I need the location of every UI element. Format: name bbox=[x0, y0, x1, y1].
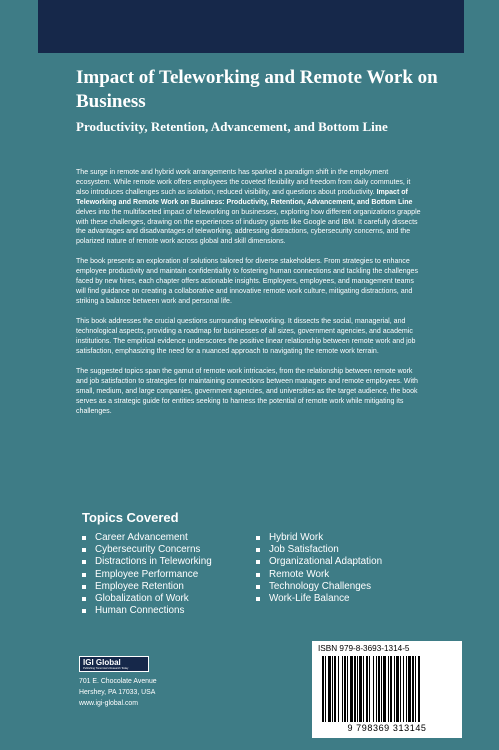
barcode-bar bbox=[390, 656, 392, 722]
barcode-bar bbox=[396, 656, 399, 722]
barcode-bar bbox=[354, 656, 356, 722]
book-title: Impact of Teleworking and Remote Work on Business bbox=[76, 67, 438, 112]
topic-item bbox=[82, 544, 212, 556]
address-line-1: 701 E. Chocolate Avenue bbox=[79, 678, 157, 685]
square-bullet-icon bbox=[82, 597, 86, 601]
barcode-bar bbox=[325, 656, 326, 722]
description-p1-intro: The surge in remote and hybrid work arrangements has sparked a paradigm shift in the employment ecosystem. While remote work offers employees the coveted flexibility and freedom from daily commutes, it also introduces challenges such as isolation, reduced visibility, and questions about productivity. bbox=[76, 169, 411, 196]
topic-label: Human Connections bbox=[95, 605, 185, 617]
square-bullet-icon bbox=[256, 585, 260, 589]
description-paragraph-1 bbox=[76, 168, 422, 247]
topic-label: Cybersecurity Concerns bbox=[95, 544, 201, 556]
topic-label: Job Satisfaction bbox=[269, 544, 339, 556]
isbn-digits: 9 798369 313145 bbox=[347, 723, 427, 733]
topic-item bbox=[256, 532, 382, 544]
barcode-bar bbox=[350, 656, 353, 722]
square-bullet-icon bbox=[256, 597, 260, 601]
square-bullet-icon bbox=[82, 560, 86, 564]
topic-item bbox=[256, 556, 382, 568]
topic-label: Employee Performance bbox=[95, 568, 199, 580]
description-p1-rest: delves into the multifaceted impact of teleworking on businesses, exploring how different organizations grapple with these challenges, drawing on the experiences of industry giants like Google and IBM. It carefully dissects the advantages and disadvantages of teleworking, addressing distractions, cybersecurity concerns, and the polarized nature of remote work across global and skill dimensions. bbox=[76, 208, 421, 246]
barcode-bar bbox=[332, 656, 333, 722]
barcode-bar bbox=[363, 656, 364, 722]
barcode-bar bbox=[381, 656, 382, 722]
barcode-bar bbox=[394, 656, 395, 722]
square-bullet-icon bbox=[256, 560, 260, 564]
description-paragraph-4: The suggested topics span the gamut of remote work intricacies, from the relationship between remote work and job satisfaction to strategies for maintaining connections between managers and remote employees. With small, medium, and large companies, government agencies, and universities as the target audience, the book serves as a strategic guide for entities seeking to harness the potential of remote work while mitigating its challenges. bbox=[76, 367, 418, 415]
square-bullet-icon bbox=[256, 536, 260, 540]
publisher-logo-name: IGI Global bbox=[83, 657, 121, 667]
topic-label: Career Advancement bbox=[95, 532, 188, 543]
publisher-info bbox=[79, 656, 157, 709]
barcode-bar bbox=[357, 656, 358, 722]
barcode-bar bbox=[342, 656, 343, 722]
barcode-bar bbox=[378, 656, 380, 722]
top-band bbox=[38, 0, 464, 53]
topic-label: Distractions in Teleworking bbox=[95, 556, 212, 568]
barcode-bar bbox=[334, 656, 336, 722]
square-bullet-icon bbox=[82, 548, 86, 552]
barcode-bar bbox=[376, 656, 377, 722]
topic-label: Hybrid Work bbox=[269, 532, 324, 543]
barcode-bar bbox=[359, 656, 362, 722]
square-bullet-icon bbox=[82, 609, 86, 613]
barcode-bar bbox=[366, 656, 368, 722]
barcode-bar bbox=[400, 656, 401, 722]
barcode-bar bbox=[388, 656, 389, 722]
isbn-box bbox=[312, 641, 462, 738]
barcode-bar bbox=[383, 656, 386, 722]
topic-item bbox=[256, 569, 382, 581]
barcode-bar bbox=[322, 656, 324, 722]
topic-item bbox=[256, 593, 382, 605]
topic-item bbox=[256, 581, 382, 593]
topic-item bbox=[82, 532, 212, 544]
book-subtitle: Productivity, Retention, Advancement, and Bottom Line bbox=[76, 119, 388, 134]
isbn-label: ISBN 979-8-3693-1314-5 bbox=[318, 644, 410, 653]
barcode-bar bbox=[403, 656, 404, 722]
barcode-bar bbox=[418, 656, 420, 722]
topics-heading: Topics Covered bbox=[82, 510, 179, 525]
publisher-website: www.igi-global.com bbox=[79, 700, 138, 707]
square-bullet-icon bbox=[82, 573, 86, 577]
topic-label: Organizational Adaptation bbox=[269, 556, 383, 568]
square-bullet-icon bbox=[82, 536, 86, 540]
barcode-bar bbox=[412, 656, 414, 722]
topic-label: Remote Work bbox=[269, 568, 330, 580]
topic-label: Work-Life Balance bbox=[269, 593, 350, 605]
description-paragraph-2: The book presents an exploration of solutions tailored for diverse stakeholders. From strategies to enhance employee productivity and maintain confidentiality to fostering human connections and tackling the challenges faced by new hires, each chapter offers actionable insights. Employers, employees, and management teams will find guidance on creating a collaborative and innovative remote work culture, mitigating distractions, and striking a balance between work and personal life. bbox=[76, 258, 418, 306]
topics-list-right bbox=[256, 532, 382, 605]
topic-label: Technology Challenges bbox=[269, 580, 372, 592]
description-p1-bold-title: Impact of Teleworking and Remote Work on Business: Productivity, Retention, Advancement, and Bottom Line bbox=[76, 188, 413, 206]
topic-item bbox=[82, 569, 212, 581]
topic-item bbox=[82, 556, 212, 568]
topics-list-left bbox=[82, 532, 212, 617]
title-block bbox=[76, 66, 476, 136]
publisher-logo bbox=[79, 656, 149, 672]
barcode-bar bbox=[415, 656, 416, 722]
barcode-icon bbox=[322, 656, 452, 722]
square-bullet-icon bbox=[256, 573, 260, 577]
topic-label: Employee Retention bbox=[95, 580, 184, 592]
topic-item bbox=[82, 581, 212, 593]
barcode-bar bbox=[373, 656, 374, 722]
topic-item bbox=[256, 544, 382, 556]
barcode-bar bbox=[338, 656, 339, 722]
address-line-2: Hershey, PA 17033, USA bbox=[79, 689, 156, 696]
publisher-address bbox=[79, 676, 157, 709]
barcode-bar bbox=[344, 656, 346, 722]
publisher-logo-tagline: Publishing Tomorrow's Research Today bbox=[83, 666, 129, 670]
topic-item bbox=[82, 605, 212, 617]
topic-label: Globalization of Work bbox=[95, 593, 189, 605]
book-description bbox=[76, 168, 422, 427]
square-bullet-icon bbox=[82, 585, 86, 589]
barcode-bar bbox=[369, 656, 370, 722]
barcode-bar bbox=[406, 656, 407, 722]
topic-item bbox=[82, 593, 212, 605]
square-bullet-icon bbox=[256, 548, 260, 552]
barcode-bar bbox=[328, 656, 331, 722]
barcode-bar bbox=[408, 656, 411, 722]
description-paragraph-3: This book addresses the crucial questions surrounding teleworking. It dissects the social, managerial, and technological aspects, providing a roadmap for businesses of all sizes, government agencies, and academic institutions. The empirical evidence underscores the positive linear relationship between remote work and job satisfaction, emphasizing the need for a nuanced approach to navigating the remote work terrain. bbox=[76, 318, 416, 355]
barcode-bar bbox=[347, 656, 348, 722]
